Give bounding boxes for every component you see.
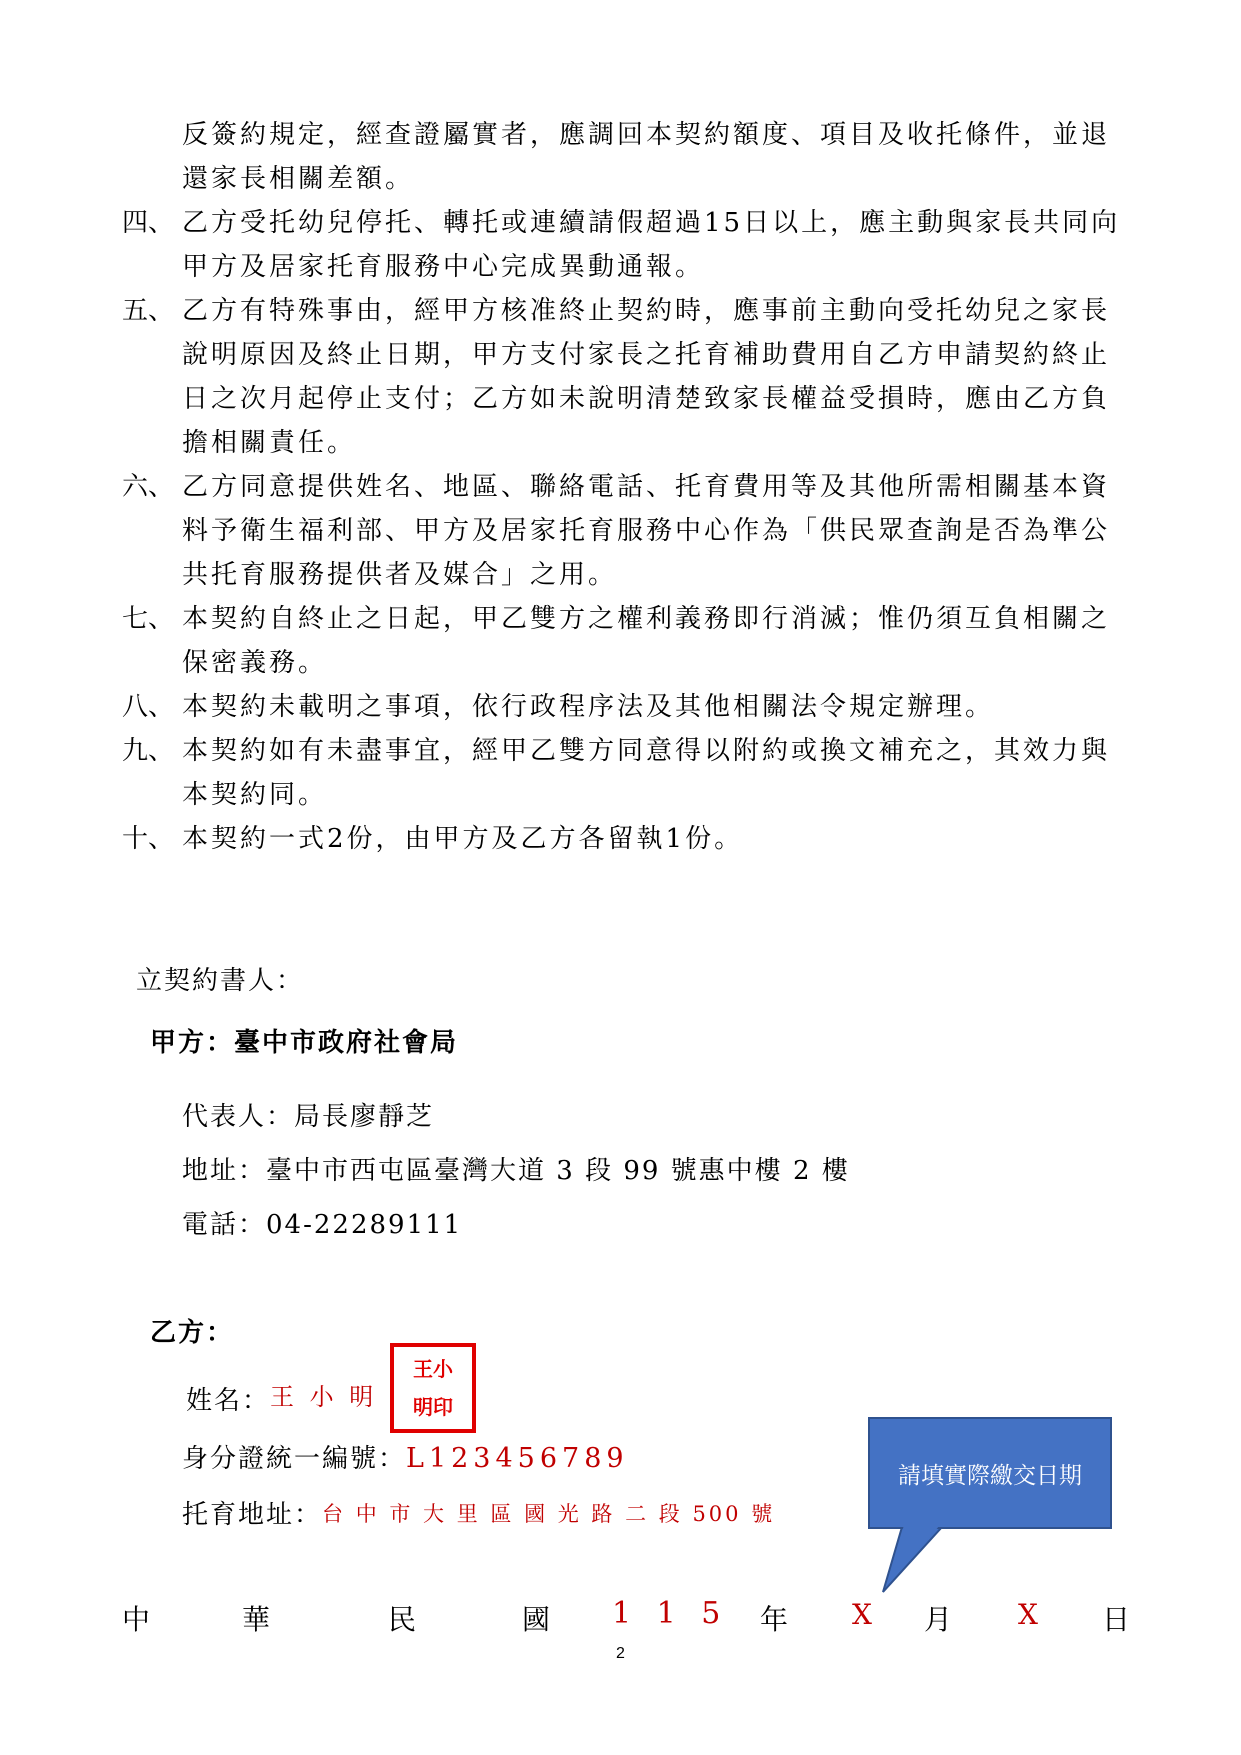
party-a-representative: 代表人：局長廖靜芝 (182, 1102, 435, 1132)
clause-8-marker: 八、 (122, 692, 175, 722)
date-char-hua: 華 (242, 1603, 271, 1636)
clause-9-line-2: 本契約同。 (182, 780, 328, 810)
party-b-id-value[interactable]: L123456789 (406, 1443, 629, 1474)
stamp-line-2: 明印 (413, 1395, 453, 1419)
clause-7-marker: 七、 (122, 604, 175, 634)
clause-10-line-1: 本契約一式2份，由甲方及乙方各留執1份。 (182, 824, 744, 854)
party-b-address-label: 托育地址： (182, 1500, 323, 1530)
date-char-guo: 國 (522, 1603, 551, 1636)
party-a-title: 甲方：臺中市政府社會局 (150, 1028, 459, 1058)
party-b-address-row (182, 1494, 775, 1531)
date-year-label: 年 (760, 1603, 789, 1636)
party-b-address-value[interactable]: 台 中 市 大 里 區 國 光 路 二 段 500 號 (322, 1502, 776, 1526)
party-a-address: 地址：臺中市西屯區臺灣大道 3 段 99 號惠中樓 2 樓 (182, 1156, 850, 1186)
clause-5-marker: 五、 (122, 296, 175, 326)
clause-9-marker: 九、 (122, 736, 175, 766)
clause-9-line-1: 本契約如有未盡事宜，經甲乙雙方同意得以附約或換文補充之，其效力與 (182, 736, 1111, 766)
clause-5-line-3: 日之次月起停止支付；乙方如未說明清楚致家長權益受損時，應由乙方負 (182, 384, 1111, 414)
date-day-value[interactable]: X (1018, 1598, 1038, 1631)
date-reminder-callout (868, 1417, 1112, 1529)
clause-6-line-2: 料予衛生福利部、甲方及居家托育服務中心作為「供民眾查詢是否為準公 (182, 516, 1111, 546)
date-month-value[interactable]: X (852, 1598, 872, 1631)
clause-4-line-1: 乙方受托幼兒停托、轉托或連續請假超過15日以上，應主動與家長共同向 (182, 208, 1121, 238)
signing-date-row (0, 1598, 1241, 1638)
clause-5-line-1: 乙方有特殊事由，經甲方核准終止契約時，應事前主動向受托幼兒之家長 (182, 296, 1111, 326)
date-char-min: 民 (388, 1603, 417, 1636)
clause-8-line-1: 本契約未載明之事項，依行政程序法及其他相關法令規定辦理。 (182, 692, 995, 722)
clause-6-line-3: 共托育服務提供者及媒合」之用。 (182, 560, 618, 590)
stamp-line-1: 王小 (413, 1357, 453, 1381)
clause-5-line-4: 擔相關責任。 (182, 428, 357, 458)
party-b-name-row (186, 1380, 377, 1417)
clause-4-marker: 四、 (122, 208, 175, 238)
date-char-zhong: 中 (122, 1603, 151, 1636)
clause-7-line-2: 保密義務。 (182, 648, 328, 678)
clause-10-marker: 十、 (122, 824, 175, 854)
party-b-name-label: 姓名： (186, 1386, 271, 1416)
party-b-title: 乙方： (150, 1318, 235, 1348)
personal-seal-stamp (390, 1343, 476, 1433)
clause-5-line-2: 說明原因及終止日期，甲方支付家長之托育補助費用自乙方申請契約終止 (182, 340, 1111, 370)
clause-3-line-2: 還家長相關差額。 (182, 164, 415, 194)
party-b-name-value[interactable]: 王 小 明 (270, 1383, 378, 1411)
date-day-label: 日 (1102, 1603, 1131, 1636)
signatories-heading: 立契約書人： (136, 966, 305, 996)
page-number: 2 (616, 1645, 625, 1662)
date-month-label: 月 (924, 1603, 953, 1636)
party-b-id-label: 身分證統一編號： (182, 1444, 407, 1474)
clause-6-marker: 六、 (122, 472, 175, 502)
clause-6-line-1: 乙方同意提供姓名、地區、聯絡電話、托育費用等及其他所需相關基本資 (182, 472, 1111, 502)
clause-7-line-1: 本契約自終止之日起，甲乙雙方之權利義務即行消滅；惟仍須互負相關之 (182, 604, 1111, 634)
date-year-value[interactable]: 1 1 5 (612, 1596, 729, 1631)
clause-3-line-1: 反簽約規定，經查證屬實者，應調回本契約額度、項目及收托條件，並退 (182, 120, 1111, 150)
party-a-phone: 電話：04-22289111 (182, 1210, 463, 1240)
callout-text: 請填實際繳交日期 (898, 1462, 1082, 1489)
party-b-id-row (182, 1438, 629, 1475)
clause-4-line-2: 甲方及居家托育服務中心完成異動通報。 (182, 252, 705, 282)
